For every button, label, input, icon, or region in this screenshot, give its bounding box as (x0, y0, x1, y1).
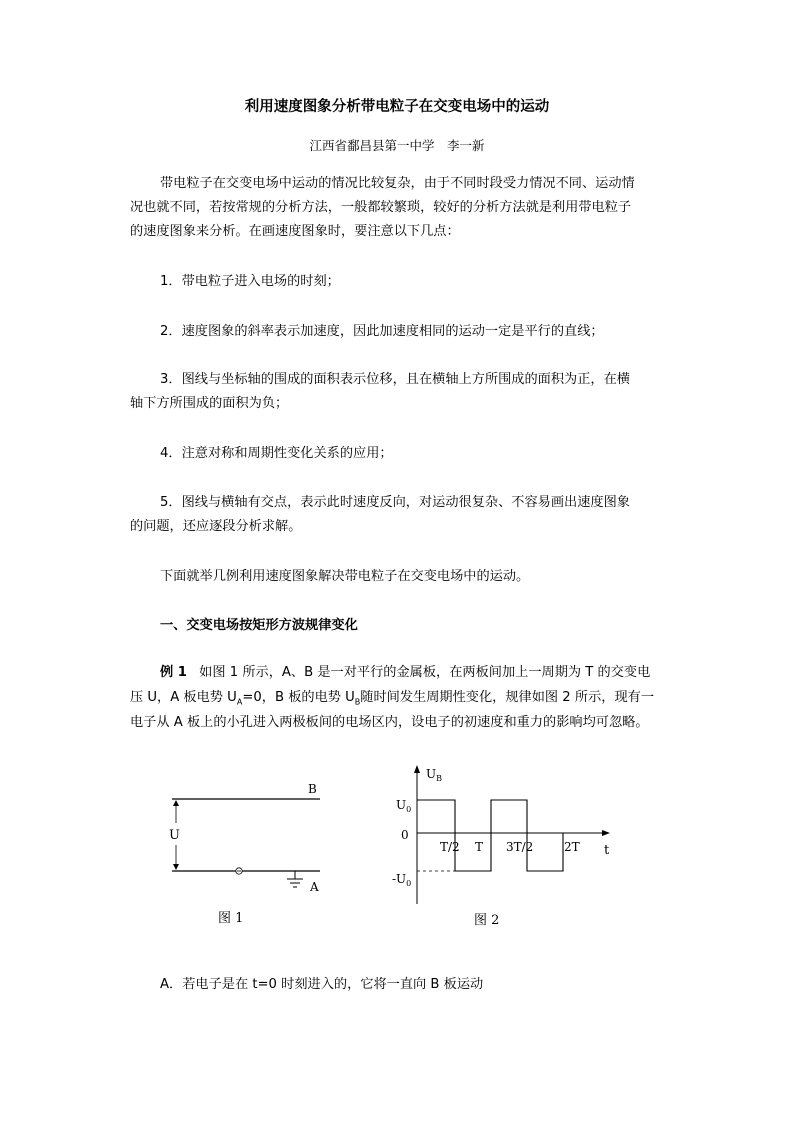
example-line-1 (160, 661, 650, 680)
subscript-b: B (354, 697, 361, 707)
point-4: 4．注意对称和周期性变化关系的应用； (160, 446, 393, 461)
point-5-line-2: 的问题，还应逐段分析求解。 (130, 519, 302, 534)
label-b: B (308, 782, 317, 796)
example-text-1: 如图 1 所示，A、B 是一对平行的金属板，在两板间加上一周期为 T 的交变电 (199, 665, 651, 680)
x-axis-arrowhead (602, 830, 610, 836)
y-axis-label: $U_B$ (426, 767, 443, 783)
figure-2-square-wave (360, 762, 625, 932)
neg-u0-label: $-U_0$ (392, 872, 412, 888)
label-a: A (310, 880, 319, 894)
intro-line-3: 的速度图象来分析。在画速度图象时，要注意以下几点： (130, 224, 460, 239)
example-line-2 (130, 686, 654, 707)
tick-2t: 2T (564, 840, 580, 854)
author-line: 江西省鄱昌县第一中学 李一新 (309, 138, 485, 153)
u0-label: $U_0$ (396, 798, 412, 814)
example-text-2c: 随时间发生周期性变化，规律如图 2 所示，现有一 (360, 690, 655, 705)
example-label: 例 1 (160, 665, 187, 680)
point-3-line-1: 3．图线与坐标轴的围成的面积表示位移，且在横轴上方所围成的面积为正，在横 (160, 372, 630, 387)
option-a: A．若电子是在 t=0 时刻进入的，它将一直向 B 板运动 (160, 977, 484, 992)
point-2: 2．速度图象的斜率表示加速度，因此加速度相同的运动一定是平行的直线； (160, 324, 604, 339)
example-text-2b: =0，B 板的电势 U (242, 690, 355, 705)
figure-1-caption: 图 1 (218, 911, 244, 926)
document-title: 利用速度图象分析带电粒子在交变电场中的运动 (244, 99, 550, 115)
section-heading: 一、交变电场按矩形方波规律变化 (160, 618, 358, 633)
lead-sentence: 下面就举几例利用速度图象解决带电粒子在交变电场中的运动。 (160, 569, 530, 584)
x-axis-label: t (604, 843, 610, 858)
square-wave-line (417, 800, 563, 871)
figure-1-plates (160, 775, 350, 930)
point-5-line-1: 5．图线与横轴有交点，表示此时速度反向，对运动很复杂、不容易画出速度图象 (160, 495, 630, 510)
tick-3t-half: 3T/2 (506, 840, 534, 854)
point-1: 1．带电粒子进入电场的时刻； (160, 274, 340, 289)
u-arrowhead-top (173, 800, 179, 806)
figure-2-caption: 图 2 (474, 913, 500, 928)
tick-t-half: T/2 (440, 840, 460, 854)
intro-line-2: 况也就不同，若按常规的分析方法，一般都较繁琐，较好的分析方法就是利用带电粒子 (130, 200, 632, 215)
tick-t: T (475, 840, 484, 854)
u-arrowhead-bottom (173, 864, 179, 870)
label-u: U (169, 828, 180, 843)
zero-label: 0 (401, 828, 409, 842)
point-3-line-2: 轴下方所围成的面积为负； (130, 396, 289, 411)
example-text-2a: 压 U，A 板电势 U (130, 690, 237, 705)
intro-line-1: 带电粒子在交变电场中运动的情况比较复杂，由于不同时段受力情况不同、运动情 (160, 176, 635, 191)
subscript-a: A (236, 697, 243, 707)
y-axis-arrowhead (414, 765, 420, 773)
example-line-3: 电子从 A 板上的小孔进入两极板间的电场区内，设电子的初速度和重力的影响均可忽略。 (130, 715, 649, 730)
